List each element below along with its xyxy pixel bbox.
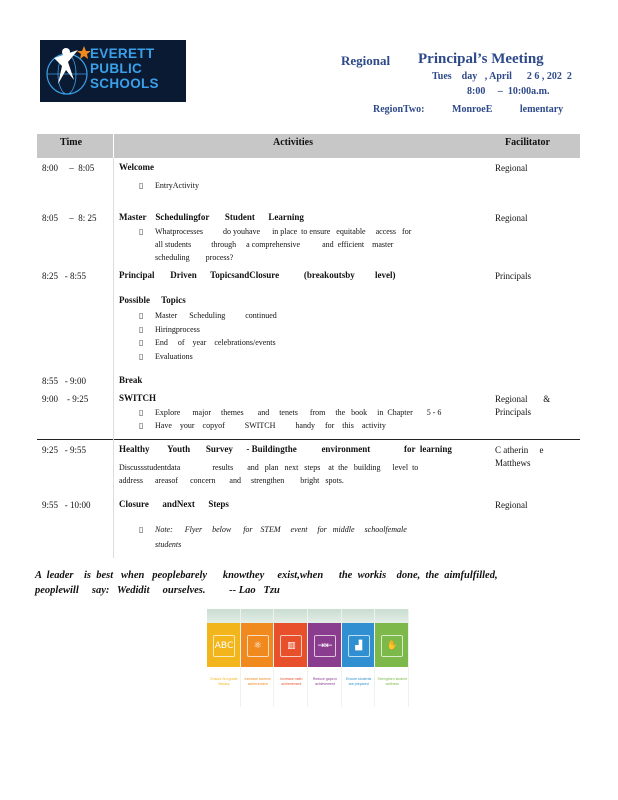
row-title: Master Schedulingfor Student Learning bbox=[119, 212, 304, 222]
row-time: 9:55 - 10:00 bbox=[42, 500, 91, 510]
panel-color-block bbox=[207, 623, 240, 667]
bullet-icon: ▯ bbox=[139, 227, 144, 236]
row-facilitator: Regional & bbox=[495, 394, 551, 404]
header-divider bbox=[113, 134, 114, 158]
row-divider bbox=[37, 439, 580, 440]
row-facilitator-2: Matthews bbox=[495, 458, 531, 468]
strategy-panel bbox=[274, 609, 307, 707]
row-title: Principal Driven TopicsandClosure (breakoutsby level) bbox=[119, 270, 396, 280]
bullet-icon: ▯ bbox=[139, 181, 144, 190]
row-item: students bbox=[155, 540, 182, 549]
row-item: Whatprocesses do youhave in place to ensure equitable access for bbox=[155, 227, 412, 236]
row-facilitator: C atherin e bbox=[495, 445, 544, 455]
row-item: scheduling process? bbox=[155, 253, 234, 262]
region-label: RegionTwo: bbox=[373, 104, 425, 115]
quote bbox=[35, 568, 498, 598]
col-facilitator: Facilitator bbox=[505, 137, 550, 148]
school-name: MonroeE lementary bbox=[452, 104, 564, 115]
page-title: Principal’s Meeting bbox=[418, 51, 544, 67]
panel-color-block bbox=[274, 623, 307, 667]
row-facilitator: Regional bbox=[495, 500, 528, 510]
atom-icon: ⚛ bbox=[247, 635, 269, 657]
logo-line-2: PUBLIC bbox=[90, 61, 143, 76]
row-item: all students through a comprehensive and efficient master bbox=[155, 240, 394, 249]
panel-caption: Increase math achievement bbox=[280, 677, 303, 686]
row-time: 9:25 - 9:55 bbox=[42, 445, 86, 455]
header-regional: Regional bbox=[341, 53, 391, 68]
row-title: Welcome bbox=[119, 162, 154, 172]
row-item: End of year celebrations/events bbox=[155, 338, 276, 347]
strategy-graphic bbox=[207, 609, 409, 707]
logo-line-3: SCHOOLS bbox=[90, 76, 159, 91]
row-item: Discussstudentdata results and plan next steps at the building level to bbox=[119, 463, 419, 472]
row-item: Explore major themes and tenets from the book in Chapter 5 - 6 bbox=[155, 408, 442, 417]
row-item: Note: Flyer below for STEM event for middle schoolfemale bbox=[155, 525, 407, 534]
row-item: Evaluations bbox=[155, 352, 193, 361]
panel-color-block bbox=[308, 623, 341, 667]
handshake-icon: ✋ bbox=[381, 635, 403, 657]
row-item: address areasof concern and strengthen bright spots. bbox=[119, 476, 344, 485]
district-logo bbox=[40, 40, 186, 102]
row-title: Possible Topics bbox=[119, 295, 186, 305]
panel-caption: Reduce gaps in achievement bbox=[312, 677, 338, 686]
row-title: Break bbox=[119, 375, 143, 385]
row-item: EntryActivity bbox=[155, 181, 199, 190]
row-facilitator: Regional bbox=[495, 163, 528, 173]
row-time: 8:55 - 9:00 bbox=[42, 376, 86, 386]
bullet-icon: ▯ bbox=[139, 325, 144, 334]
logo-figure-icon bbox=[44, 44, 90, 98]
meeting-time: 8:00 – 10:00a.m. bbox=[467, 86, 550, 97]
panel-caption: Strengthen student wellness bbox=[377, 677, 408, 686]
strategy-panel bbox=[375, 609, 408, 707]
row-title: Closure andNext Steps bbox=[119, 499, 229, 509]
row-time: 8:25 - 8:55 bbox=[42, 271, 86, 281]
table-header bbox=[37, 134, 580, 158]
row-facilitator: Principals bbox=[495, 271, 531, 281]
row-item: Hiringprocess bbox=[155, 325, 200, 334]
abc-book-icon: ABC bbox=[213, 635, 235, 657]
row-time: 8:05 – 8: 25 bbox=[42, 213, 97, 223]
bullet-icon: ▯ bbox=[139, 311, 144, 320]
strategy-panel bbox=[308, 609, 341, 707]
quote-line-2: peoplewill say: Wedidit ourselves. -- Lao Tzu bbox=[35, 585, 280, 596]
panel-caption: Increase science achievement bbox=[244, 677, 271, 686]
row-facilitator: Regional bbox=[495, 213, 528, 223]
bullet-icon: ▯ bbox=[139, 408, 144, 417]
panel-color-block bbox=[342, 623, 375, 667]
column-divider bbox=[113, 158, 114, 558]
panel-caption: Ensure 3rd grade literacy bbox=[210, 677, 238, 686]
arrows-in-icon: ⇥⇤ bbox=[314, 635, 336, 657]
stairs-icon: ▟ bbox=[348, 635, 370, 657]
row-facilitator-2: Principals bbox=[495, 407, 531, 417]
row-time: 9:00 - 9:25 bbox=[42, 394, 89, 404]
strategy-panel bbox=[342, 609, 375, 707]
bullet-icon: ▯ bbox=[139, 338, 144, 347]
row-item: Have your copyof SWITCH handy for this activity bbox=[155, 421, 386, 430]
bullet-icon: ▯ bbox=[139, 525, 144, 534]
bar-chart-icon: ▥ bbox=[280, 635, 302, 657]
bullet-icon: ▯ bbox=[139, 421, 144, 430]
strategy-panel bbox=[207, 609, 240, 707]
row-title: Healthy Youth Survey - Buildingthe environment for learning bbox=[119, 444, 452, 454]
panel-color-block bbox=[375, 623, 408, 667]
logo-line-1: EVERETT bbox=[90, 46, 155, 61]
row-title: SWITCH bbox=[119, 393, 157, 403]
quote-line-1: A leader is best when peoplebarely knowthey exist,when the workis done, the aimfulfilled, bbox=[35, 570, 498, 581]
row-item: Master Scheduling continued bbox=[155, 311, 277, 320]
strategy-panel bbox=[241, 609, 274, 707]
panel-caption: Ensure students are prepared bbox=[346, 677, 372, 686]
col-time: Time bbox=[60, 137, 83, 148]
bullet-icon: ▯ bbox=[139, 352, 144, 361]
meeting-date: Tues day , April 2 6 , 202 2 bbox=[432, 71, 572, 82]
col-activities: Activities bbox=[273, 137, 313, 148]
panel-color-block bbox=[241, 623, 274, 667]
row-time: 8:00 – 8:05 bbox=[42, 163, 95, 173]
